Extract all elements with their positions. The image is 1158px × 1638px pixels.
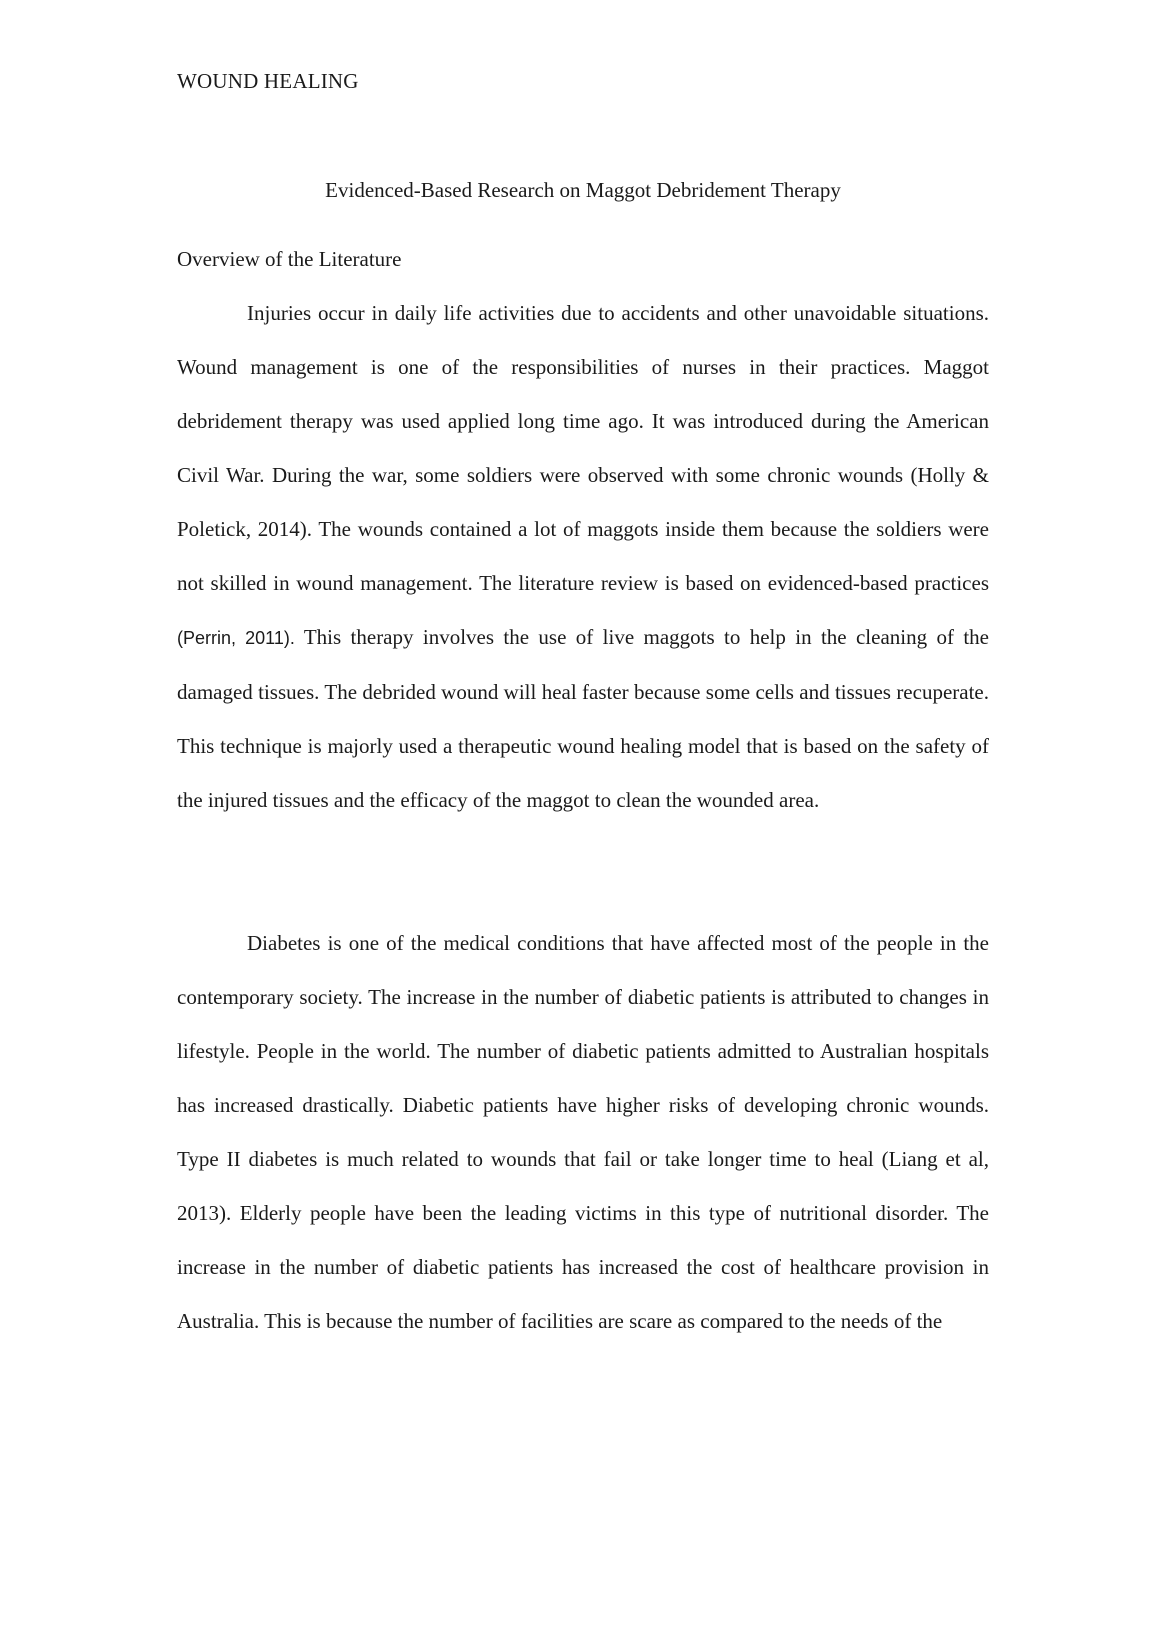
running-head: WOUND HEALING: [177, 69, 359, 93]
paragraph-injuries-text-2: This therapy involves the use of live maggots to help in the cleaning of the damaged tissues. The debrided wound will heal faster because some cells and tissues recuperate. This technique is majorly used a therapeutic wound healing model that is based on the safety of the injured tissues and the efficacy of the maggot to clean the wounded area.: [177, 625, 990, 812]
paragraph-injuries: [177, 286, 989, 827]
document-title: Evidenced-Based Research on Maggot Debridement Therapy: [325, 178, 841, 202]
paragraph-injuries-text-1: Injuries occur in daily life activities due to accidents and other unavoidable situations. Wound management is one of the responsibilities of nurses in their practices. Maggot debridement therapy was used applied long time ago. It was introduced during the American Civil War. During the war, some soldiers were observed with some chronic wounds (Holly & Poletick, 2014). The wounds contained a lot of maggots inside them because the soldiers were not skilled in wound management. The literature review is based on evidenced-based practices: [177, 301, 989, 595]
paragraph-diabetes: Diabetes is one of the medical conditions that have affected most of the people in the contemporary society. The increase in the number of diabetic patients is attributed to changes in lifestyle. People in the world. The number of diabetic patients admitted to Australian hospitals has increased drastically. Diabetic patients have higher risks of developing chronic wounds. Type II diabetes is much related to wounds that fail or take longer time to heal (Liang et al, 2013). Elderly people have been the leading victims in this type of nutritional disorder. The increase in the number of diabetic patients has increased the cost of healthcare provision in Australia. This is because the number of facilities are scare as compared to the needs of the: [177, 931, 989, 1333]
body-text-2: [177, 916, 989, 1348]
body-text: [177, 286, 989, 827]
citation-perrin: (Perrin, 2011).: [177, 628, 295, 648]
section-heading: Overview of the Literature: [177, 247, 402, 271]
